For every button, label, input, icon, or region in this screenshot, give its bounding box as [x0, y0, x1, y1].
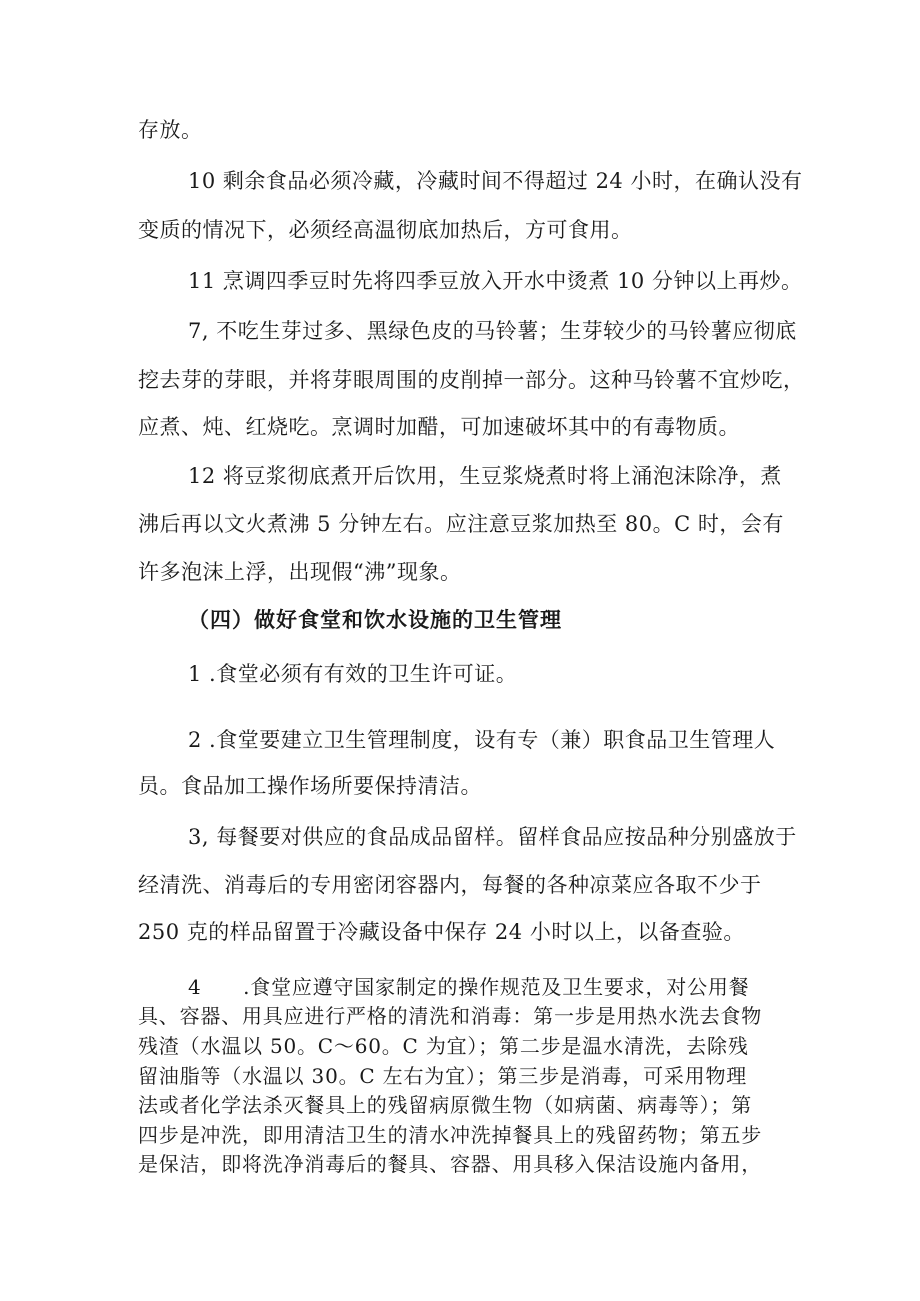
text-line: 12 将豆浆彻底煮开后饮用，生豆浆烧煮时将上涌泡沫除净，煮 [188, 464, 782, 488]
text-line: 3, 每餐要对供应的食品成品留样。留样食品应按品种分别盛放于 [188, 825, 797, 849]
text-line: 沸后再以文火煮沸 5 分钟左右。应注意豆浆加热至 80。C 时，会有 [138, 512, 784, 536]
text-line: 法或者化学法杀灭餐具上的残留病原微生物（如病菌、病毒等）；第 [138, 1093, 752, 1117]
text-line: 2 .食堂要建立卫生管理制度，设有专（兼）职食品卫生管理人 [188, 728, 776, 752]
section-heading: （四）做好食堂和饮水设施的卫生管理 [188, 607, 562, 632]
text-line: 挖去芽的芽眼，并将芽眼周围的皮削掉一部分。这种马铃薯不宜炒吃， [138, 368, 805, 392]
text-line: 250 克的样品留置于冷藏设备中保存 24 小时以上，以备查验。 [138, 920, 745, 944]
text-line: 10 剩余食品必须冷藏，冷藏时间不得超过 24 小时，在确认没有 [188, 169, 803, 193]
text-line: 是保洁，即将洗净消毒后的餐具、容器、用具移入保洁设施内备用， [138, 1152, 762, 1176]
text-line: 4 .食堂应遵守国家制定的操作规范及卫生要求，对公用餐 [188, 975, 750, 999]
text-line: 7, 不吃生芽过多、黑绿色皮的马铃薯；生芽较少的马铃薯应彻底 [188, 319, 797, 343]
text-line: 经清洗、消毒后的专用密闭容器内，每餐的各种凉菜应各取不少于 [138, 873, 762, 897]
text-line: 具、容器、用具应进行严格的清洗和消毒：第一步是用热水洗去食物 [138, 1004, 762, 1028]
text-line: 变质的情况下，必须经高温彻底加热后，方可食用。 [138, 218, 633, 242]
text-line: 四步是冲洗，即用清洁卫生的清水冲洗掉餐具上的残留药物；第五步 [138, 1123, 762, 1147]
text-line: 存放。 [138, 118, 203, 142]
text-line: 员。食品加工操作场所要保持清洁。 [138, 774, 482, 798]
text-line: 应煮、炖、红烧吃。烹调时加醋，可加速破坏其中的有毒物质。 [138, 415, 740, 439]
text-line: 许多泡沫上浮，出现假“沸”现象。 [138, 560, 462, 584]
text-line: 残渣（水温以 50。C～60。C 为宜）；第二步是温水清洗，去除残 [138, 1034, 749, 1058]
text-line: 1 .食堂必须有有效的卫生许可证。 [188, 662, 518, 686]
text-line: 11 烹调四季豆时先将四季豆放入开水中烫煮 10 分钟以上再炒。 [188, 269, 803, 293]
text-line: 留油脂等（水温以 30。C 左右为宜）；第三步是消毒，可采用物理 [138, 1064, 748, 1088]
